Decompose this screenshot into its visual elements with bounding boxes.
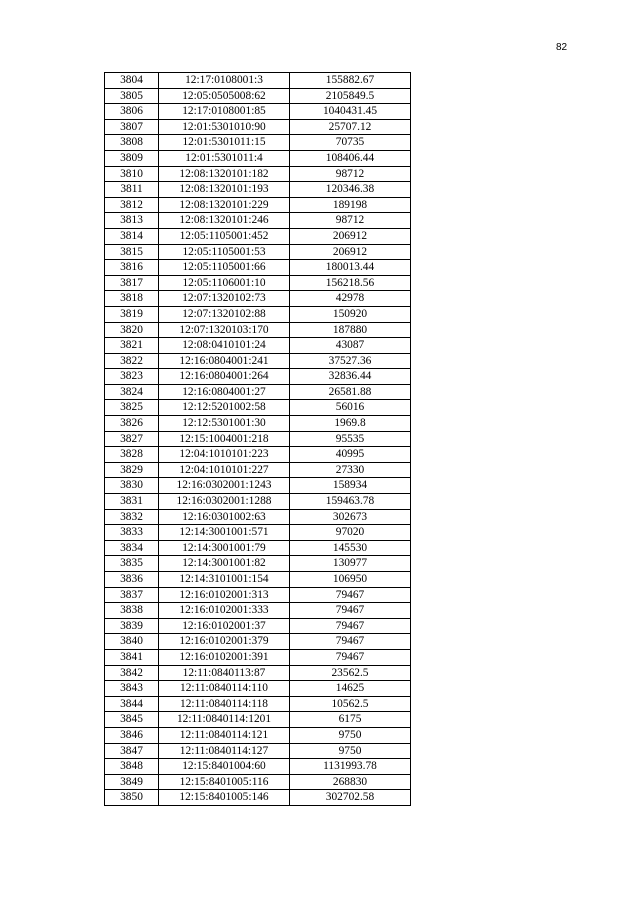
value-cell: 145530 — [290, 540, 411, 556]
row-index-cell: 3808 — [105, 135, 159, 151]
table-row — [105, 603, 411, 619]
cadastral-number-cell: 12:08:1320101:193 — [159, 182, 290, 198]
value-cell: 302702.58 — [290, 790, 411, 806]
value-cell: 43087 — [290, 338, 411, 354]
cadastral-number-cell: 12:16:0302001:1288 — [159, 494, 290, 510]
value-cell: 206912 — [290, 228, 411, 244]
table-row — [105, 400, 411, 416]
table-row — [105, 213, 411, 229]
value-cell: 9750 — [290, 727, 411, 743]
row-index-cell: 3845 — [105, 712, 159, 728]
value-cell: 98712 — [290, 213, 411, 229]
row-index-cell: 3825 — [105, 400, 159, 416]
value-cell: 150920 — [290, 306, 411, 322]
cadastral-number-cell: 12:07:1320102:88 — [159, 306, 290, 322]
value-cell: 56016 — [290, 400, 411, 416]
value-cell: 187880 — [290, 322, 411, 338]
table-row — [105, 478, 411, 494]
table-row — [105, 681, 411, 697]
row-index-cell: 3828 — [105, 447, 159, 463]
row-index-cell: 3826 — [105, 416, 159, 432]
table-row — [105, 369, 411, 385]
table-row — [105, 665, 411, 681]
row-index-cell: 3843 — [105, 681, 159, 697]
cadastral-number-cell: 12:11:0840113:87 — [159, 665, 290, 681]
table-row — [105, 572, 411, 588]
cadastral-number-cell: 12:16:0301002:63 — [159, 509, 290, 525]
row-index-cell: 3821 — [105, 338, 159, 354]
value-cell: 108406.44 — [290, 150, 411, 166]
value-cell: 79467 — [290, 587, 411, 603]
cadastral-number-cell: 12:16:0102001:313 — [159, 587, 290, 603]
page-number: 82 — [556, 42, 568, 53]
row-index-cell: 3806 — [105, 104, 159, 120]
table-row — [105, 322, 411, 338]
table-row — [105, 275, 411, 291]
value-cell: 40995 — [290, 447, 411, 463]
table-row — [105, 306, 411, 322]
row-index-cell: 3822 — [105, 353, 159, 369]
row-index-cell: 3827 — [105, 431, 159, 447]
value-cell: 1969.8 — [290, 416, 411, 432]
cadastral-number-cell: 12:15:8401005:146 — [159, 790, 290, 806]
table-row — [105, 244, 411, 260]
cadastral-number-cell: 12:05:1105001:66 — [159, 260, 290, 276]
cadastral-number-cell: 12:17:0108001:85 — [159, 104, 290, 120]
row-index-cell: 3844 — [105, 696, 159, 712]
row-index-cell: 3815 — [105, 244, 159, 260]
data-table — [104, 72, 411, 806]
cadastral-number-cell: 12:08:1320101:182 — [159, 166, 290, 182]
cadastral-number-cell: 12:17:0108001:3 — [159, 73, 290, 89]
row-index-cell: 3836 — [105, 572, 159, 588]
cadastral-number-cell: 12:01:5301010:90 — [159, 119, 290, 135]
cadastral-number-cell: 12:05:0505008:62 — [159, 88, 290, 104]
value-cell: 1040431.45 — [290, 104, 411, 120]
value-cell: 302673 — [290, 509, 411, 525]
cadastral-number-cell: 12:12:5301001:30 — [159, 416, 290, 432]
table-row — [105, 774, 411, 790]
cadastral-number-cell: 12:16:0102001:391 — [159, 649, 290, 665]
cadastral-number-cell: 12:15:8401005:116 — [159, 774, 290, 790]
value-cell: 2105849.5 — [290, 88, 411, 104]
row-index-cell: 3819 — [105, 306, 159, 322]
value-cell: 120346.38 — [290, 182, 411, 198]
table-row — [105, 197, 411, 213]
cadastral-number-cell: 12:16:0102001:333 — [159, 603, 290, 619]
row-index-cell: 3840 — [105, 634, 159, 650]
cadastral-number-cell: 12:14:3001001:571 — [159, 525, 290, 541]
value-cell: 268830 — [290, 774, 411, 790]
value-cell: 14625 — [290, 681, 411, 697]
cadastral-number-cell: 12:11:0840114:127 — [159, 743, 290, 759]
row-index-cell: 3816 — [105, 260, 159, 276]
row-index-cell: 3807 — [105, 119, 159, 135]
cadastral-number-cell: 12:04:1010101:223 — [159, 447, 290, 463]
cadastral-number-cell: 12:11:0840114:121 — [159, 727, 290, 743]
cadastral-number-cell: 12:14:3001001:79 — [159, 540, 290, 556]
table-row — [105, 135, 411, 151]
row-index-cell: 3811 — [105, 182, 159, 198]
value-cell: 158934 — [290, 478, 411, 494]
value-cell: 79467 — [290, 634, 411, 650]
table-row — [105, 525, 411, 541]
table-row — [105, 509, 411, 525]
table-row — [105, 166, 411, 182]
row-index-cell: 3831 — [105, 494, 159, 510]
value-cell: 130977 — [290, 556, 411, 572]
value-cell: 37527.36 — [290, 353, 411, 369]
table-row — [105, 150, 411, 166]
row-index-cell: 3812 — [105, 197, 159, 213]
cadastral-number-cell: 12:01:5301011:15 — [159, 135, 290, 151]
value-cell: 27330 — [290, 462, 411, 478]
row-index-cell: 3839 — [105, 618, 159, 634]
table-row — [105, 696, 411, 712]
table-row — [105, 618, 411, 634]
row-index-cell: 3820 — [105, 322, 159, 338]
cadastral-number-cell: 12:16:0102001:37 — [159, 618, 290, 634]
value-cell: 9750 — [290, 743, 411, 759]
value-cell: 32836.44 — [290, 369, 411, 385]
cadastral-number-cell: 12:15:1004001:218 — [159, 431, 290, 447]
table-row — [105, 228, 411, 244]
cadastral-number-cell: 12:14:3101001:154 — [159, 572, 290, 588]
table-row — [105, 540, 411, 556]
table-row — [105, 790, 411, 806]
row-index-cell: 3809 — [105, 150, 159, 166]
table-row — [105, 634, 411, 650]
cadastral-number-cell: 12:14:3001001:82 — [159, 556, 290, 572]
cadastral-number-cell: 12:16:0102001:379 — [159, 634, 290, 650]
value-cell: 42978 — [290, 291, 411, 307]
cadastral-number-cell: 12:08:0410101:24 — [159, 338, 290, 354]
table-row — [105, 88, 411, 104]
table-row — [105, 462, 411, 478]
row-index-cell: 3814 — [105, 228, 159, 244]
table-row — [105, 73, 411, 89]
row-index-cell: 3830 — [105, 478, 159, 494]
row-index-cell: 3813 — [105, 213, 159, 229]
table-row — [105, 119, 411, 135]
row-index-cell: 3817 — [105, 275, 159, 291]
row-index-cell: 3804 — [105, 73, 159, 89]
table-row — [105, 431, 411, 447]
cadastral-number-cell: 12:16:0804001:264 — [159, 369, 290, 385]
row-index-cell: 3846 — [105, 727, 159, 743]
table-row — [105, 384, 411, 400]
table-row — [105, 494, 411, 510]
table-row — [105, 338, 411, 354]
row-index-cell: 3842 — [105, 665, 159, 681]
row-index-cell: 3833 — [105, 525, 159, 541]
row-index-cell: 3810 — [105, 166, 159, 182]
cadastral-number-cell: 12:04:1010101:227 — [159, 462, 290, 478]
cadastral-number-cell: 12:05:1106001:10 — [159, 275, 290, 291]
table-row — [105, 727, 411, 743]
table-row — [105, 712, 411, 728]
value-cell: 25707.12 — [290, 119, 411, 135]
value-cell: 79467 — [290, 649, 411, 665]
row-index-cell: 3849 — [105, 774, 159, 790]
cadastral-number-cell: 12:05:1105001:53 — [159, 244, 290, 260]
cadastral-number-cell: 12:11:0840114:110 — [159, 681, 290, 697]
table-row — [105, 447, 411, 463]
value-cell: 79467 — [290, 603, 411, 619]
row-index-cell: 3847 — [105, 743, 159, 759]
value-cell: 159463.78 — [290, 494, 411, 510]
value-cell: 156218.56 — [290, 275, 411, 291]
value-cell: 106950 — [290, 572, 411, 588]
table-row — [105, 104, 411, 120]
row-index-cell: 3834 — [105, 540, 159, 556]
table-body — [105, 73, 411, 806]
table-row — [105, 743, 411, 759]
row-index-cell: 3841 — [105, 649, 159, 665]
row-index-cell: 3805 — [105, 88, 159, 104]
cadastral-number-cell: 12:15:8401004:60 — [159, 759, 290, 775]
table-row — [105, 353, 411, 369]
cadastral-number-cell: 12:12:5201002:58 — [159, 400, 290, 416]
value-cell: 10562.5 — [290, 696, 411, 712]
value-cell: 26581.88 — [290, 384, 411, 400]
value-cell: 189198 — [290, 197, 411, 213]
value-cell: 155882.67 — [290, 73, 411, 89]
cadastral-number-cell: 12:16:0804001:241 — [159, 353, 290, 369]
row-index-cell: 3838 — [105, 603, 159, 619]
value-cell: 180013.44 — [290, 260, 411, 276]
row-index-cell: 3848 — [105, 759, 159, 775]
table-row — [105, 182, 411, 198]
table-row — [105, 759, 411, 775]
row-index-cell: 3835 — [105, 556, 159, 572]
value-cell: 206912 — [290, 244, 411, 260]
table-row — [105, 291, 411, 307]
row-index-cell: 3829 — [105, 462, 159, 478]
value-cell: 97020 — [290, 525, 411, 541]
value-cell: 6175 — [290, 712, 411, 728]
cadastral-number-cell: 12:08:1320101:246 — [159, 213, 290, 229]
cadastral-number-cell: 12:16:0302001:1243 — [159, 478, 290, 494]
table-row — [105, 587, 411, 603]
row-index-cell: 3818 — [105, 291, 159, 307]
row-index-cell: 3824 — [105, 384, 159, 400]
cadastral-number-cell: 12:01:5301011:4 — [159, 150, 290, 166]
cadastral-number-cell: 12:05:1105001:452 — [159, 228, 290, 244]
row-index-cell: 3837 — [105, 587, 159, 603]
table-row — [105, 416, 411, 432]
table-row — [105, 260, 411, 276]
cadastral-number-cell: 12:16:0804001:27 — [159, 384, 290, 400]
value-cell: 1131993.78 — [290, 759, 411, 775]
value-cell: 98712 — [290, 166, 411, 182]
value-cell: 70735 — [290, 135, 411, 151]
value-cell: 23562.5 — [290, 665, 411, 681]
value-cell: 95535 — [290, 431, 411, 447]
cadastral-number-cell: 12:08:1320101:229 — [159, 197, 290, 213]
row-index-cell: 3832 — [105, 509, 159, 525]
value-cell: 79467 — [290, 618, 411, 634]
cadastral-number-cell: 12:11:0840114:1201 — [159, 712, 290, 728]
cadastral-number-cell: 12:07:1320103:170 — [159, 322, 290, 338]
table-row — [105, 556, 411, 572]
cadastral-number-cell: 12:07:1320102:73 — [159, 291, 290, 307]
row-index-cell: 3823 — [105, 369, 159, 385]
cadastral-number-cell: 12:11:0840114:118 — [159, 696, 290, 712]
table-row — [105, 649, 411, 665]
row-index-cell: 3850 — [105, 790, 159, 806]
